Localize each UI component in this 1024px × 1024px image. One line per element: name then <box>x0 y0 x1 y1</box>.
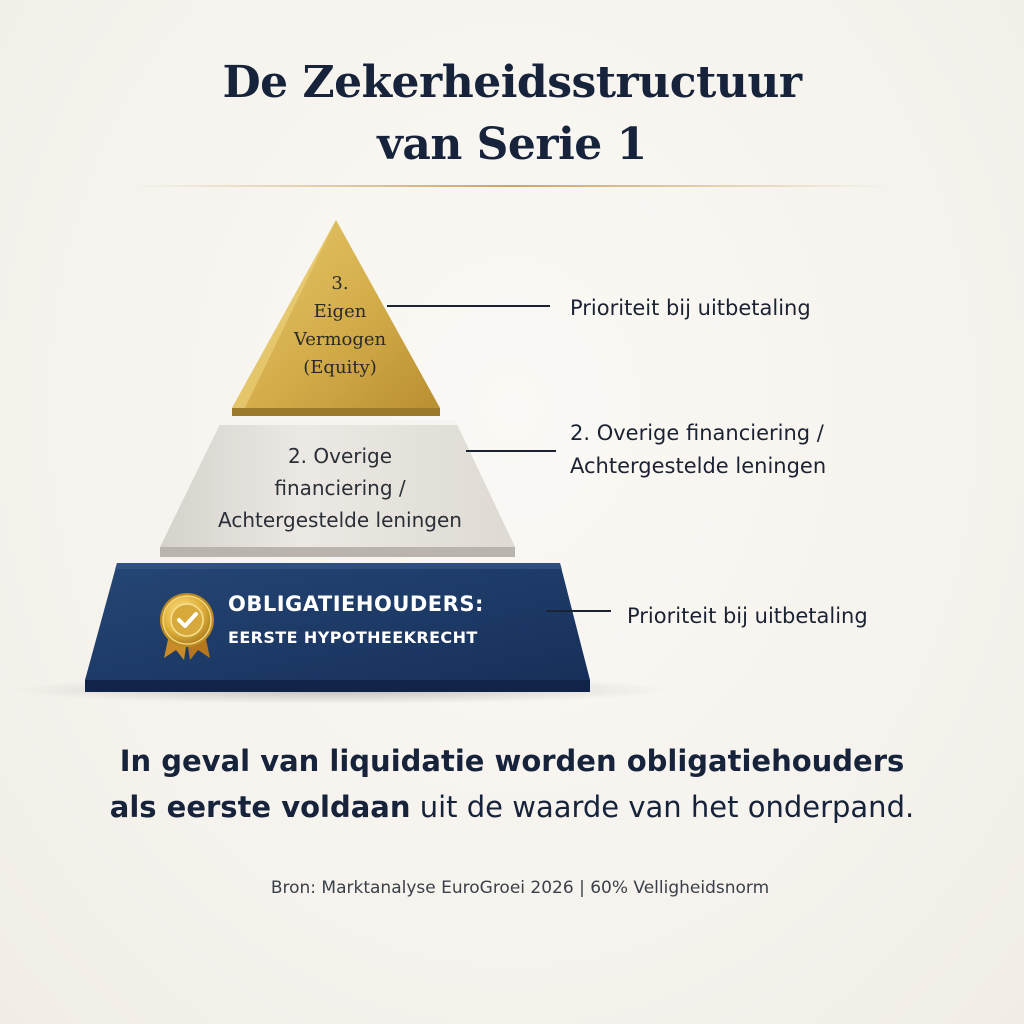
award-badge-icon <box>156 590 218 662</box>
label-tier-2-line-1: 2. Overige financiering / <box>570 421 824 445</box>
tier-1-title: OBLIGATIEHOUDERS: <box>228 592 484 616</box>
title-line-1: De Zekerheidsstructuur <box>222 57 802 108</box>
tier-3-line-3: (Equity) <box>303 357 377 378</box>
tier-3-line-2: Vermogen <box>293 329 387 350</box>
summary-line-1: In geval van liquidatie worden obligatiehouders <box>119 744 905 778</box>
source-note: Bron: Marktanalyse EuroGroei 2026 | 60% Velligheidsnorm <box>270 878 770 898</box>
tier-2-line-3: Achtergestelde leningen <box>218 508 462 532</box>
label-tier-2 <box>570 417 826 483</box>
tier-1-subtitle: EERSTE HYPOTHEEKRECHT <box>228 628 478 647</box>
label-tier-1: Prioriteit bij uitbetaling <box>627 604 868 628</box>
summary-text <box>0 738 1024 830</box>
connector-tier-2 <box>466 450 556 452</box>
tier-3-text <box>265 270 415 382</box>
tier-2-line-2: financiering / <box>274 476 406 500</box>
label-tier-2-line-2: Achtergestelde leningen <box>570 454 827 478</box>
summary-emphasis: als eerste voldaan <box>109 790 411 824</box>
title-line-2: van Serie 1 <box>377 119 647 170</box>
connector-tier-1 <box>546 610 611 612</box>
tier-3-line-1: Eigen <box>313 301 367 322</box>
connector-tier-3 <box>387 305 550 307</box>
label-tier-3: Prioriteit bij uitbetaling <box>570 296 811 320</box>
tier-3-number: 3. <box>331 273 349 294</box>
summary-line-2-rest: uit de waarde van het onderpand. <box>410 790 915 824</box>
tier-2-line-1: 2. Overige <box>287 444 393 468</box>
tier-2-text <box>185 440 495 536</box>
summary-line-2 <box>0 784 1024 830</box>
